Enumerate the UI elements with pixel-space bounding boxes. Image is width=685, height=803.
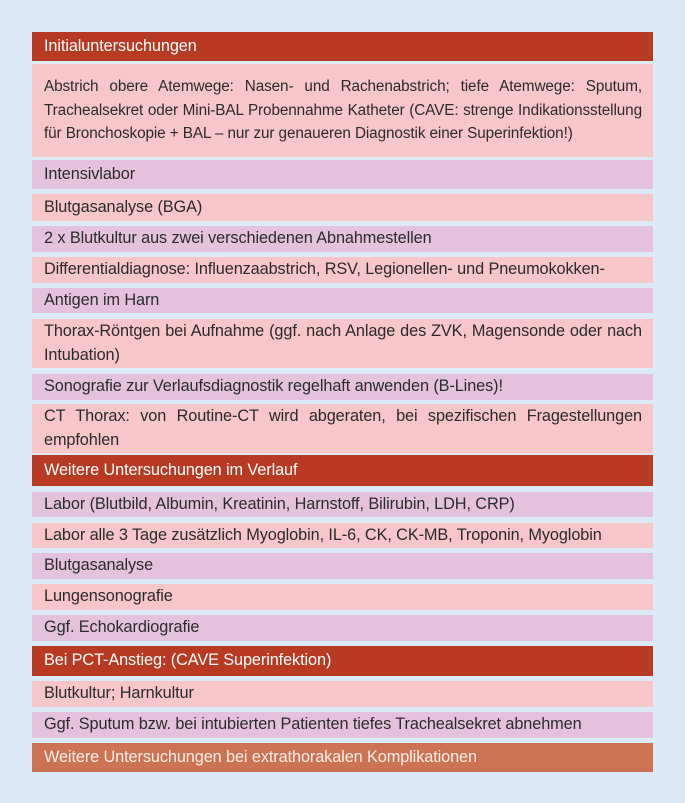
footer-row-extrathoracic bbox=[32, 743, 653, 772]
row-text: Blutkultur; Harnkultur bbox=[44, 684, 194, 703]
row-text: Weitere Untersuchungen bei extrathorakalen Komplikationen bbox=[44, 747, 477, 766]
table-row bbox=[32, 194, 653, 221]
table-row bbox=[32, 319, 653, 368]
table-row bbox=[32, 712, 653, 738]
row-text: Ggf. Echokardiografie bbox=[44, 618, 200, 637]
table-row bbox=[32, 523, 653, 548]
section-header-pct bbox=[32, 646, 653, 676]
table-row bbox=[32, 681, 653, 707]
section-title: Weitere Untersuchungen im Verlauf bbox=[44, 460, 298, 479]
row-text: Abstrich obere Atemwege: Nasen- und Rachenabstrich; tiefe Atemwege: Sputum, Trachealsekret oder Mini-BAL Probennahme Katheter (CAVE: strenge Indikationsstellung für Bronchoskopie + BAL – nur zur genaueren Diagnostik einer Superinfektion!) bbox=[44, 78, 642, 143]
section-header-followup bbox=[32, 455, 653, 486]
table-row bbox=[32, 288, 653, 313]
table-row bbox=[32, 257, 653, 283]
section-title: Bei PCT-Anstieg: (CAVE Superinfektion) bbox=[44, 651, 332, 670]
row-text: Differentialdiagnose: Influenzaabstrich, RSV, Legionellen- und Pneumokokken- bbox=[44, 260, 605, 279]
table-row bbox=[32, 404, 653, 453]
row-text: Blutgasanalyse bbox=[44, 556, 154, 575]
row-text: Thorax-Röntgen bei Aufnahme (ggf. nach Anlage des ZVK, Magensonde oder nach Intubation) bbox=[44, 322, 642, 364]
section-header-initial bbox=[32, 32, 653, 61]
row-text: 2 x Blutkultur aus zwei verschiedenen Abnahmestellen bbox=[44, 229, 432, 248]
table-row bbox=[32, 226, 653, 252]
table-row bbox=[32, 374, 653, 400]
table-row bbox=[32, 160, 653, 189]
table-row bbox=[32, 492, 653, 517]
row-text: Lungensonografie bbox=[44, 587, 173, 606]
row-text: Labor alle 3 Tage zusätzlich Myoglobin, IL-6, CK, CK-MB, Troponin, Myoglobin bbox=[44, 525, 602, 544]
table-row bbox=[32, 584, 653, 610]
row-text: Ggf. Sputum bzw. bei intubierten Patienten tiefes Trachealsekret abnehmen bbox=[44, 715, 582, 734]
row-text: Sonografie zur Verlaufsdiagnostik regelhaft anwenden (B-Lines)! bbox=[44, 377, 503, 396]
row-text: Labor (Blutbild, Albumin, Kreatinin, Harnstoff, Bilirubin, LDH, CRP) bbox=[44, 494, 515, 513]
section-title: Initialuntersuchungen bbox=[44, 36, 197, 55]
row-text: Intensivlabor bbox=[44, 164, 136, 183]
row-text: CT Thorax: von Routine-CT wird abgeraten, bei spezifischen Fragestellungen empfohlen bbox=[44, 407, 642, 449]
table-row bbox=[32, 615, 653, 641]
table-row bbox=[32, 64, 653, 157]
row-text: Blutgasanalyse (BGA) bbox=[44, 197, 203, 216]
row-text: Antigen im Harn bbox=[44, 290, 160, 309]
table-row bbox=[32, 553, 653, 579]
